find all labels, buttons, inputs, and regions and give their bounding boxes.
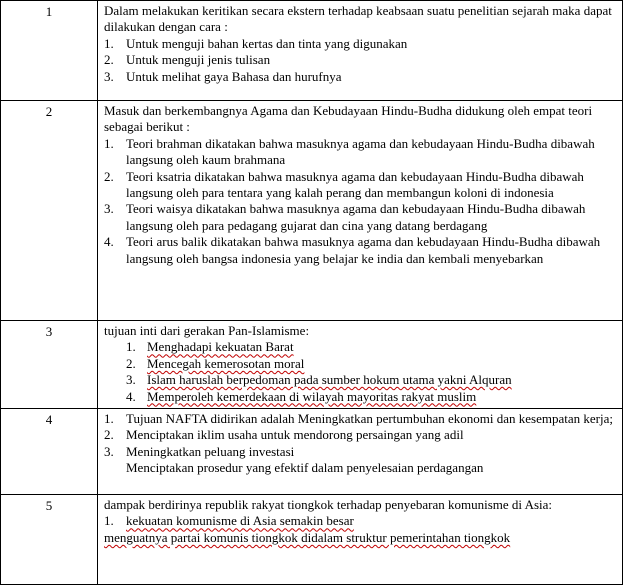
tail-text: menguatnya partai komunis tiongkok didalam struktur pemerintahan tiongkok <box>104 529 511 545</box>
table-row <box>1 409 623 495</box>
row-number: 4 <box>1 409 98 495</box>
question-text: Dalam melakukan keritikan secara ekstern terhadap keabsaan suatu penelitian sejarah maka dapat dilakukan dengan cara : <box>104 3 612 35</box>
answer-list <box>104 339 616 405</box>
question-text: Masuk dan berkembangnya Agama dan Kebudayaan Hindu-Budha didukung oleh empat teori sebagai berikut : <box>104 103 593 135</box>
list-item: 1. Menghadapi kekuatan Barat <box>126 339 294 355</box>
list-item: 1. Untuk menguji bahan kertas dan tinta yang digunakan <box>104 35 408 51</box>
list-item: 3. Teori waisya dikatakan bahwa masuknya agama dan kebudayaan Hindu-Budha dibawah langsung oleh para pedagang gujarat dan cina yang datang berdagang <box>104 201 586 233</box>
row-content <box>98 1 623 101</box>
list-item: 1. kekuatan komunisme di Asia semakin besar <box>104 513 354 529</box>
list-item: 3. Meningkatkan peluang investasi <box>104 443 295 459</box>
row-number: 1 <box>1 1 98 101</box>
row-content <box>98 495 623 585</box>
table-row <box>1 321 623 409</box>
list-item: 2. Teori ksatria dikatakan bahwa masuknya agama dan kebudayaan Hindu-Budha dibawah langsung oleh para tentara yang kalah perang dan membangun koloni di indonesia <box>104 168 584 201</box>
list-item: 4. Memperoleh kemerdekaan di wilayah mayoritas rakyat muslim <box>126 388 477 404</box>
list-item: 2. Menciptakan iklim usaha untuk mendorong persaingan yang adil <box>104 427 464 443</box>
row-content <box>98 321 623 409</box>
list-item: 2. Untuk menguji jenis tulisan <box>104 52 271 68</box>
answer-list <box>104 36 616 85</box>
row-content <box>98 101 623 321</box>
list-item: 4. Teori arus balik dikatakan bahwa masuknya agama dan kebudayaan Hindu-Budha dibawah langsung oleh bangsa indonesia yang belajar ke india dan kembali menyebarkan <box>104 234 601 266</box>
table-row <box>1 495 623 585</box>
continuation-text: Menciptakan prosedur yang efektif dalam penyelesaian perdagangan <box>126 460 484 476</box>
list-item: 2. Mencegah kemerosotan moral <box>126 355 305 371</box>
answer-list <box>104 513 616 529</box>
table-row <box>1 101 623 321</box>
list-item: 1. Teori brahman dikatakan bahwa masuknya agama dan kebudayaan Hindu-Budha dibawah langsung oleh kaum brahmana <box>104 135 595 168</box>
list-item: 3. Untuk melihat gaya Bahasa dan hurufnya <box>104 68 342 84</box>
list-item: 3. Islam haruslah berpedoman pada sumber hokum utama yakni Alquran <box>126 372 512 388</box>
row-content <box>98 409 623 495</box>
question-text: dampak berdirinya republik rakyat tiongkok terhadap penyebaran komunisme di Asia: <box>104 497 553 512</box>
question-text: tujuan inti dari gerakan Pan-Islamisme: <box>104 323 310 338</box>
row-number: 5 <box>1 495 98 585</box>
answer-list <box>104 411 616 460</box>
row-number: 2 <box>1 101 98 321</box>
row-number: 3 <box>1 321 98 409</box>
list-item: 1. Tujuan NAFTA didirikan adalah Meningkatkan pertumbuhan ekonomi dan kesempatan kerja; <box>104 411 613 426</box>
answer-list <box>104 136 616 267</box>
table-row <box>1 1 623 101</box>
